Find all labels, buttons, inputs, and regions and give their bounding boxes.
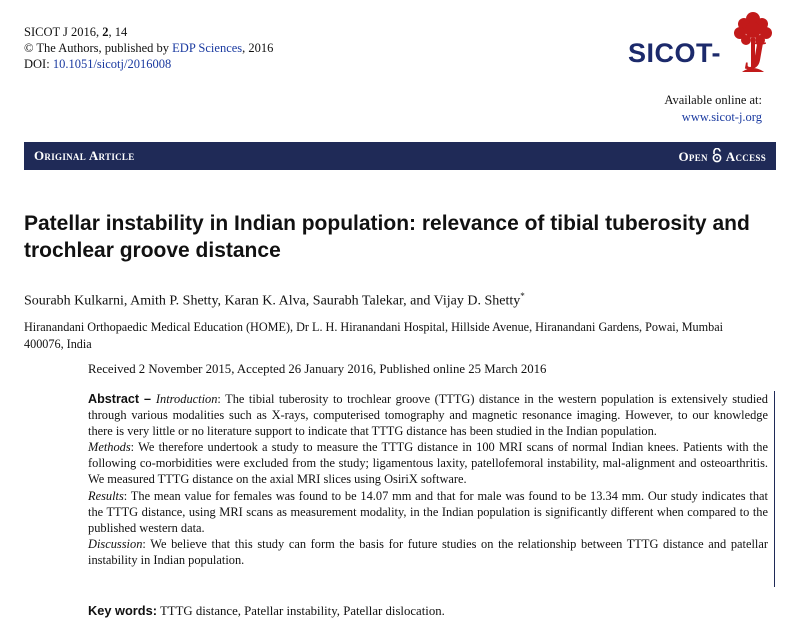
abstract-label: Abstract – bbox=[88, 392, 156, 406]
volume: 2 bbox=[102, 25, 109, 39]
corresponding-author-mark: * bbox=[520, 291, 525, 301]
keywords-label: Key words: bbox=[88, 603, 157, 618]
publisher-link[interactable]: EDP Sciences bbox=[172, 41, 243, 55]
article-type-banner bbox=[24, 142, 776, 170]
open-access-label[interactable]: Open Access bbox=[678, 149, 766, 164]
sicot-j-logo[interactable] bbox=[628, 10, 778, 80]
abstract-methods: Methods: We therefore undertook a study to measure the TTTG distance in 100 MRI scans of normal Indian knees. Patients with the following co-morbidities were excluded from the study; ligamentous laxity, patellofemoral instability, mal-alignment and osteoarthritis. We measured TTTG distance on the axial MRI slices using OsiriX software. bbox=[88, 440, 768, 487]
citation-block bbox=[24, 24, 273, 72]
available-label: Available online at: bbox=[664, 93, 762, 107]
availability-block bbox=[664, 92, 762, 126]
article-type: Original Article bbox=[34, 148, 135, 163]
logo-j-letter: J bbox=[745, 33, 765, 78]
publication-dates: Received 2 November 2015, Accepted 26 January 2016, Published online 25 March 2016 bbox=[88, 362, 547, 376]
author-list: Sourabh Kulkarni, Amith P. Shetty, Karan K. Alva, Saurabh Talekar, and Vijay D. Shetty* bbox=[24, 291, 525, 309]
doi-line: DOI: 10.1051/sicotj/2016008 bbox=[24, 57, 172, 71]
open-access-icon bbox=[712, 148, 722, 163]
article-title: Patellar instability in Indian population: relevance of tibial tuberosity and trochlear groove distance bbox=[24, 212, 750, 262]
journal-name: SICOT J 2016, bbox=[24, 25, 103, 39]
copyright-line: © The Authors, published by EDP Sciences, 2016 bbox=[24, 41, 274, 55]
journal-url-link[interactable]: www.sicot-j.org bbox=[681, 110, 762, 124]
affiliation: Hiranandani Orthopaedic Medical Education (HOME), Dr L. H. Hiranandani Hospital, Hillside Avenue, Hiranandani Gardens, Powai, Mumbai 400076, India bbox=[24, 320, 724, 351]
abstract-results: Results: The mean value for females was found to be 14.07 mm and that for male was found to be 13.34 mm. Our study indicates that the TTTG distance, using MRI scans as measurement modality, in the Indian population is significantly different when compared to the published western data. bbox=[88, 488, 768, 535]
article-number: , 14 bbox=[108, 25, 128, 39]
abstract-box bbox=[88, 391, 775, 587]
journal-citation bbox=[24, 24, 273, 40]
doi-link[interactable]: 10.1051/sicotj/2016008 bbox=[52, 57, 172, 71]
abstract-introduction: Abstract – Introduction: The tibial tuberosity to trochlear groove (TTTG) distance in the western population is extensively studied through various modalities such as X-rays, computerised tomography and magnetic resonance imaging. However, to our knowledge there is very little or no literature support to indicate that TTTG distance has been studied in the Indian population. bbox=[88, 392, 768, 439]
keywords: Key words: TTTG distance, Patellar instability, Patellar dislocation. bbox=[88, 603, 445, 618]
abstract-discussion: Discussion: We believe that this study can form the basis for future studies on the relationship between TTTG distance and patellar instability in Indian population. bbox=[88, 536, 768, 567]
logo-text: SICOT- bbox=[628, 38, 722, 68]
